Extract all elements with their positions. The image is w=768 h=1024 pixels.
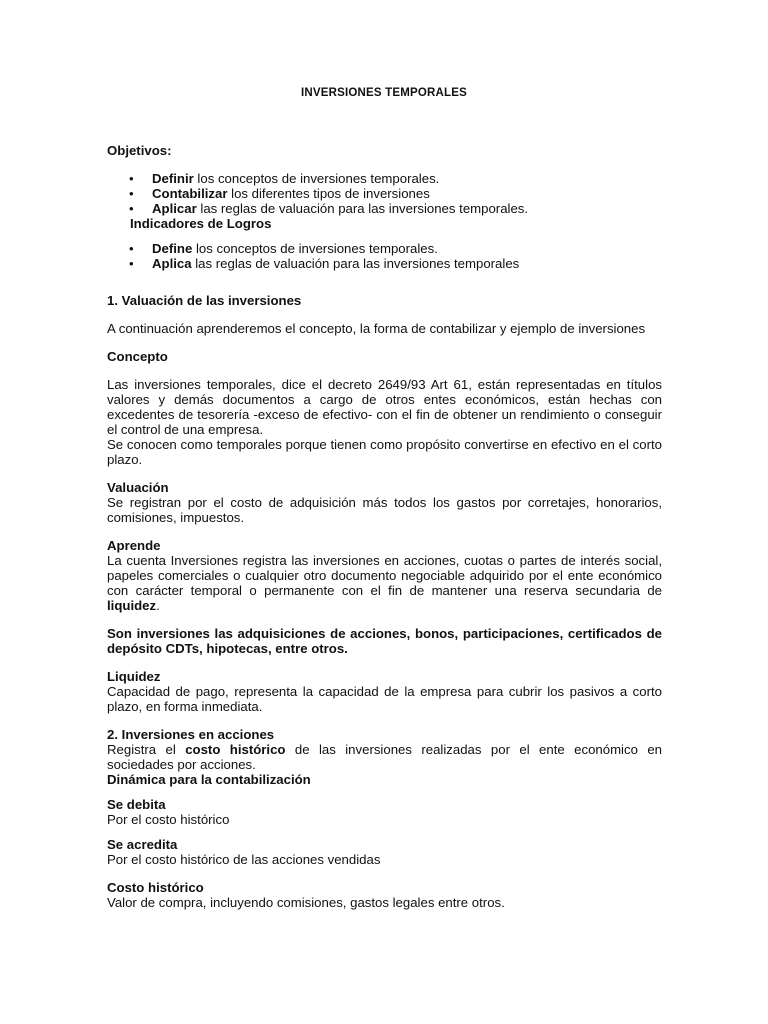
valuacion-text: Se registran por el costo de adquisición más todos los gastos por corretajes, honorarios, comisiones, impuestos.: [107, 495, 662, 525]
bullet-icon: •: [129, 171, 134, 186]
liquidez-heading: Liquidez: [107, 669, 161, 684]
valuacion-heading: Valuación: [107, 480, 169, 495]
bullet-icon: •: [129, 241, 134, 256]
debita-heading: Se debita: [107, 797, 166, 812]
document-body: [107, 143, 662, 910]
list-item: [107, 241, 662, 256]
debita-text: Por el costo histórico: [107, 812, 230, 827]
concepto-paragraph-1: Las inversiones temporales, dice el decreto 2649/93 Art 61, están representadas en títulos valores y demás documentos a cargo de otros entes económicos, están hechas con excedentes de tesorería -exceso de efectivo- con el fin de obtener un rendimiento o conseguir el control de una empresa.: [107, 377, 662, 437]
indicadores-heading: Indicadores de Logros: [130, 216, 272, 231]
bullet-icon: •: [129, 201, 134, 216]
list-item-text: las reglas de valuación para las inversiones temporales: [191, 256, 520, 271]
list-item-text: los diferentes tipos de inversiones: [227, 186, 430, 201]
list-item-keyword: Definir: [152, 171, 194, 186]
concepto-heading: Concepto: [107, 349, 168, 364]
list-item-text: los conceptos de inversiones temporales.: [192, 241, 438, 256]
section-1-heading: 1. Valuación de las inversiones: [107, 293, 302, 308]
concepto-paragraph-2: Se conocen como temporales porque tienen como propósito convertirse en efectivo en el corto plazo.: [107, 437, 662, 467]
aprende-heading: Aprende: [107, 538, 161, 553]
dinamica-heading: Dinámica para la contabilización: [107, 772, 311, 787]
objetivos-list: [107, 171, 662, 216]
acredita-text: Por el costo histórico de las acciones vendidas: [107, 852, 381, 867]
aprende-text-part: La cuenta Inversiones registra las inversiones en acciones, cuotas o partes de interés social, papeles comerciales o cualquier otro documento negociable adquirido por el ente económico con carácter temporal o permanente con el fin de mantener una reserva secundaria de: [107, 553, 662, 598]
list-item: [107, 201, 662, 216]
section-2-text-part: Registra el: [107, 742, 186, 757]
page-title: INVERSIONES TEMPORALES: [300, 87, 468, 99]
objetivos-heading: Objetivos:: [107, 143, 172, 158]
section-2-text-bold: costo histórico: [185, 742, 286, 757]
costo-historico-heading: Costo histórico: [107, 880, 204, 895]
costo-historico-text: Valor de compra, incluyendo comisiones, gastos legales entre otros.: [107, 895, 505, 910]
section-2-text: [107, 742, 662, 772]
liquidez-text: Capacidad de pago, representa la capacidad de la empresa para cubrir los pasivos a corto plazo, en forma inmediata.: [107, 684, 662, 714]
aprende-text-end: .: [156, 598, 160, 613]
section-2-text-end: de las inversiones realizadas por el ente económico en sociedades por acciones.: [107, 742, 662, 772]
list-item-keyword: Contabilizar: [152, 186, 228, 201]
list-item-keyword: Define: [152, 241, 193, 256]
list-item: [107, 171, 662, 186]
bullet-icon: •: [129, 256, 134, 271]
section-2-heading: 2. Inversiones en acciones: [107, 727, 275, 742]
son-inversiones-statement: Son inversiones las adquisiciones de acciones, bonos, participaciones, certificados de depósito CDTs, hipotecas, entre otros.: [107, 626, 662, 656]
acredita-heading: Se acredita: [107, 837, 178, 852]
list-item: [107, 186, 662, 201]
bullet-icon: •: [129, 186, 134, 201]
list-item-text: las reglas de valuación para las inversiones temporales.: [196, 201, 529, 216]
list-item-keyword: Aplica: [152, 256, 192, 271]
aprende-text-bold: liquidez: [107, 598, 157, 613]
section-1-intro: A continuación aprenderemos el concepto, la forma de contabilizar y ejemplo de inversiones: [107, 321, 646, 336]
aprende-text: [107, 553, 662, 613]
list-item-keyword: Aplicar: [152, 201, 197, 216]
indicadores-list: [107, 241, 662, 271]
list-item: [107, 256, 662, 271]
list-item-text: los conceptos de inversiones temporales.: [193, 171, 440, 186]
